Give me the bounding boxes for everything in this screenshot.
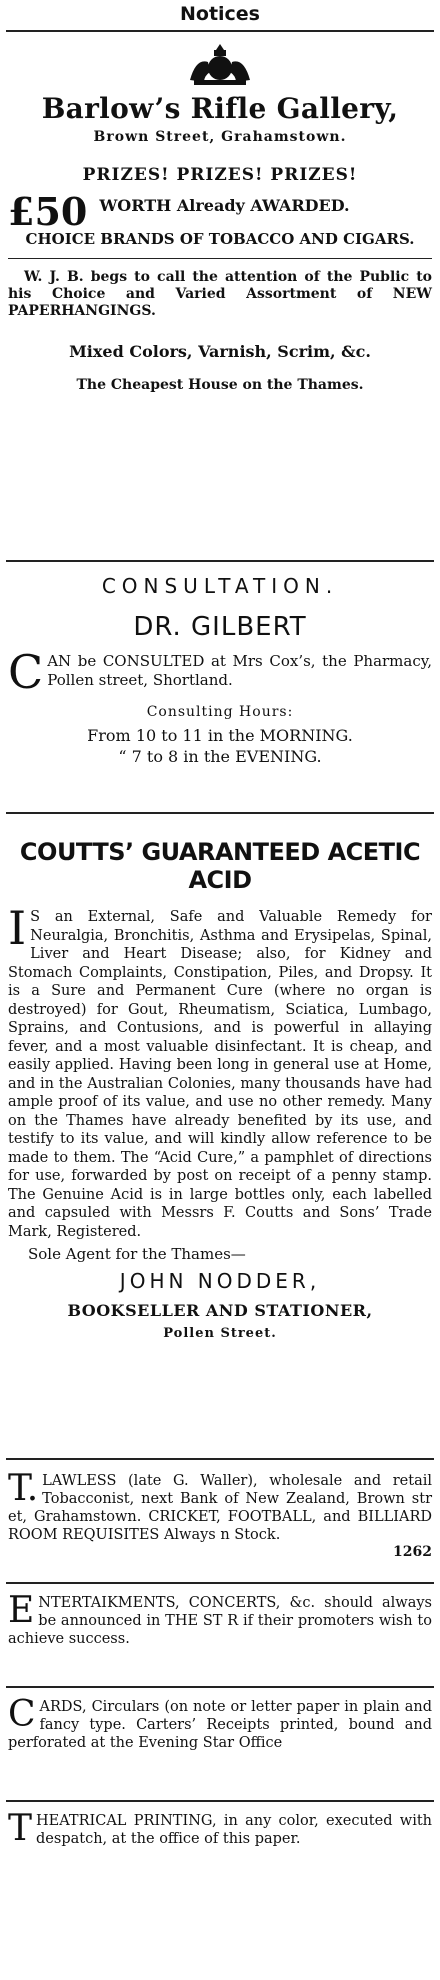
mixed-colors-text: Mixed Colors, Varnish, Scrim, &c. — [69, 342, 371, 361]
lawless-dropcap: T. — [8, 1468, 39, 1509]
sole-agent-text: Sole Agent for the Thames— — [28, 1245, 246, 1263]
barlow-title: Barlow’s Rifle Gallery, — [41, 92, 399, 125]
royal-crest-icon — [180, 40, 260, 88]
worth-text: WORTH Already AWARDED. — [99, 196, 350, 215]
prize-amount: £50 — [8, 189, 88, 234]
worth-row — [8, 189, 432, 234]
consulting-hours-morning: From 10 to 11 in the MORNING. — [87, 726, 353, 745]
theatrical-text: HEATRICAL PRINTING, in any color, executed with despatch, at the office of this paper. — [36, 1813, 432, 1847]
theatrical-advert — [8, 1808, 432, 1849]
paperhangings-notice: W. J. B. begs to call the attention of the Public to his Choice and Varied Assortment of NEW PAPERHANGINGS. — [8, 269, 432, 319]
divider — [6, 812, 434, 814]
consultation-heading: CONSULTATION. — [101, 574, 339, 598]
barlow-address: Brown Street, Grahamstown. — [93, 129, 347, 145]
entertainments-dropcap: E — [8, 1590, 35, 1631]
consultation-text: AN be CONSULTED at Mrs Cox’s, the Pharmacy, Pollen street, Shortland. — [47, 652, 432, 689]
consultation-advert — [8, 574, 432, 766]
divider — [6, 30, 434, 32]
cards-text: ARDS, Circulars (on note or letter paper in plain and fancy type. Carters’ Receipts printed, bound and perforated at the Evening Star Office — [8, 1699, 432, 1751]
lawless-text: LAWLESS (late G. Waller), wholesale and retail Tobacconist, next Bank of New Zealand, Brown str et, Grahamstown. CRICKET, FOOTBALL, and BILLIARD ROOM REQUISITES Always n Stock. — [8, 1473, 432, 1543]
acid-title: COUTTS’ GUARANTEED ACETIC ACID — [19, 838, 421, 894]
acid-text: S an External, Safe and Valuable Remedy for Neuralgia, Bronchitis, Asthma and Erysipelas, Spinal, Liver and Heart Disease; also, for Kidney and Stomach Complaints, Constipation, Piles, and Dropsy. It is a Sure and Permanent Cure (where no organ is destroyed) for Gout, Rheumatism, Sciatica, Lumbago, Sprains, and Contusions, and is powerful in allaying fever, and a most valuable disinfectant. It is cheap, and easily applied. Having been long in general use at Home, and in the Australian Colonies, many thousands have had ample proof of its value, and use no other remedy. Many on the Thames have already benefited by its use, and testify to its value, and will kindly allow reference to be made to them. The “Acid Cure,” a pamphlet of directions for use, forwarded by post on receipt of a penny stamp. The Genuine Acid is in large bottles only, each labelled and capsuled with Messrs F. Coutts and Sons’ Trade Mark, Registered. — [8, 909, 432, 1240]
divider — [6, 560, 434, 562]
bookseller-text: BOOKSELLER AND STATIONER, — [67, 1301, 373, 1320]
street-text: Pollen Street. — [163, 1326, 277, 1341]
barlow-advert — [8, 40, 432, 393]
choice-text: CHOICE BRANDS OF TOBACCO AND CIGARS. — [25, 230, 415, 248]
divider — [6, 1686, 434, 1688]
doctor-name: DR. GILBERT — [133, 612, 307, 642]
acid-advert — [8, 838, 432, 1341]
cheapest-house-text: The Cheapest House on the Thames. — [76, 377, 364, 393]
divider — [6, 1582, 434, 1584]
divider — [6, 1458, 434, 1460]
entertainments-advert — [8, 1590, 432, 1648]
prizes-banner: PRIZES! PRIZES! PRIZES! — [82, 165, 358, 185]
cards-advert — [8, 1694, 432, 1752]
divider — [8, 258, 432, 259]
lawless-advert — [8, 1468, 432, 1560]
agent-name: JOHN NODDER, — [119, 1269, 321, 1293]
entertainments-text: NTERTAIKMENTS, CONCERTS, &c. should always be announced in THE ST R if their promoters wish to achieve success. — [8, 1595, 432, 1647]
theatrical-dropcap: T — [8, 1808, 33, 1849]
cards-dropcap: C — [8, 1694, 36, 1735]
acid-body — [8, 901, 432, 1241]
consultation-body — [8, 645, 432, 699]
acid-dropcap: I — [8, 901, 27, 955]
page-title: Notices — [179, 3, 260, 25]
consultation-dropcap: C — [8, 645, 44, 699]
consulting-hours-label: Consulting Hours: — [146, 704, 294, 720]
divider — [6, 1800, 434, 1802]
consulting-hours-evening: “ 7 to 8 in the EVENING. — [118, 747, 322, 766]
advert-number: 1262 — [393, 1544, 432, 1560]
